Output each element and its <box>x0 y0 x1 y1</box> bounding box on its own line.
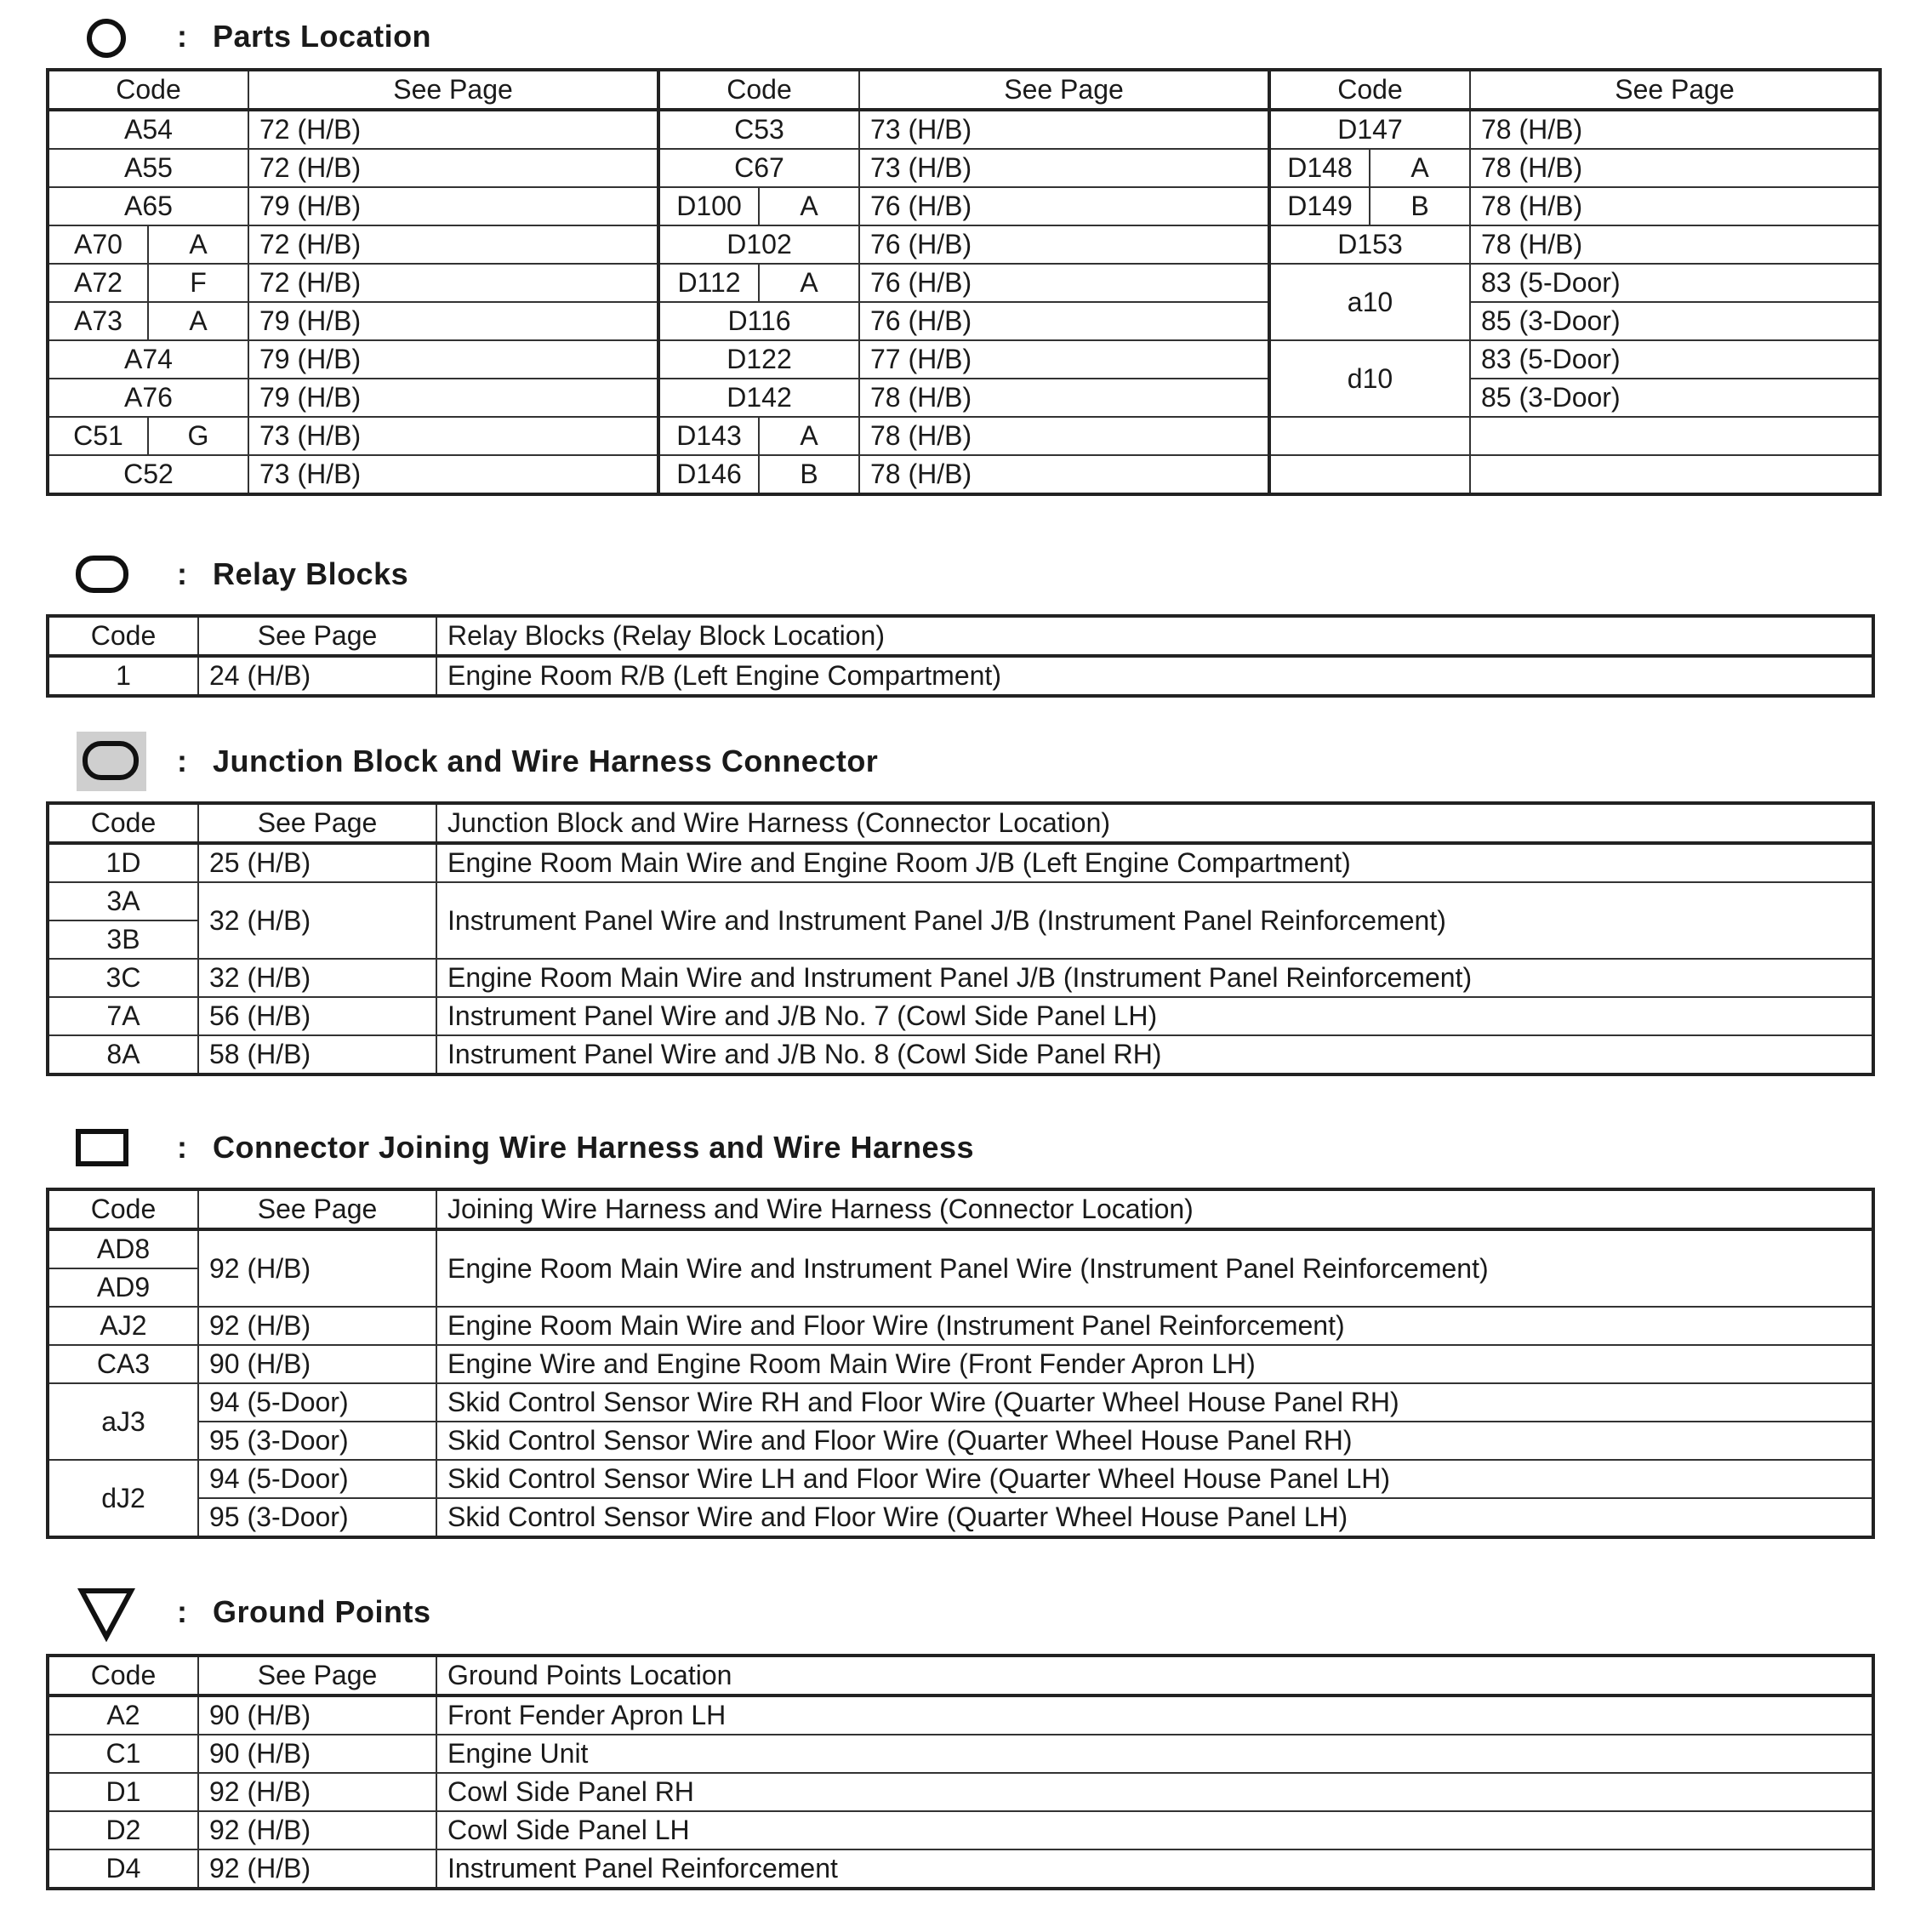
parts-location-heading: : Parts Location <box>0 7 1909 66</box>
relay-blocks-heading: : Relay Blocks <box>0 544 1909 604</box>
table-row: 95 (3-Door) Skid Control Sensor Wire and Floor Wire (Quarter Wheel House Panel LH) <box>48 1498 1873 1537</box>
parts-location-table <box>46 68 1882 496</box>
connectors-title: Connector Joining Wire Harness and Wire Harness <box>213 1130 975 1165</box>
table-row: 8A 58 (H/B) Instrument Panel Wire and J/B No. 8 (Cowl Side Panel RH) <box>48 1035 1873 1074</box>
relay-blocks-table <box>46 614 1875 698</box>
table-row: 3A 32 (H/B) Instrument Panel Wire and Instrument Panel J/B (Instrument Panel Reinforcement) <box>48 882 1873 920</box>
table-row: aJ3 94 (5-Door) Skid Control Sensor Wire RH and Floor Wire (Quarter Wheel House Panel RH) <box>48 1383 1873 1422</box>
table-row: dJ2 94 (5-Door) Skid Control Sensor Wire LH and Floor Wire (Quarter Wheel House Panel LH) <box>48 1460 1873 1498</box>
table-row: 3B <box>48 920 1873 959</box>
table-row: A65 79 (H/B) D100 A 76 (H/B) D149 B 78 (H/B) <box>48 187 1880 225</box>
table-row: 1 24 (H/B) Engine Room R/B (Left Engine Compartment) <box>48 656 1873 696</box>
table-row: A76 79 (H/B) D142 78 (H/B) 85 (3-Door) <box>48 379 1880 417</box>
table-row: C52 73 (H/B) D146 B 78 (H/B) <box>48 455 1880 494</box>
parts-location-title: Parts Location <box>213 19 432 54</box>
table-row: A74 79 (H/B) D122 77 (H/B) d10 83 (5-Door) <box>48 340 1880 379</box>
table-row: A54 72 (H/B) C53 73 (H/B) D147 78 (H/B) <box>48 110 1880 149</box>
table-row: A55 72 (H/B) C67 73 (H/B) D148 A 78 (H/B) <box>48 149 1880 187</box>
table-row: A73 A 79 (H/B) D116 76 (H/B) 85 (3-Door) <box>48 302 1880 340</box>
relay-blocks-title: Relay Blocks <box>213 556 409 591</box>
junction-blocks-heading: : Junction Block and Wire Harness Connector <box>0 732 1909 791</box>
shaded-rounded-rect-symbol-icon <box>77 732 146 791</box>
table-row: D1 92 (H/B) Cowl Side Panel RH <box>48 1773 1873 1811</box>
table-header-row: Code See Page Relay Blocks (Relay Block Location) <box>48 616 1873 656</box>
table-row: C51 G 73 (H/B) D143 A 78 (H/B) <box>48 417 1880 455</box>
ground-points-table <box>46 1654 1875 1890</box>
table-header-row: Code See Page Code See Page Code See Page <box>48 70 1880 110</box>
connectors-table <box>46 1188 1875 1539</box>
table-row: A2 90 (H/B) Front Fender Apron LH <box>48 1695 1873 1735</box>
junction-blocks-title: Junction Block and Wire Harness Connector <box>213 744 879 778</box>
junction-blocks-table <box>46 801 1875 1076</box>
ground-points-heading: : Ground Points <box>0 1582 1909 1642</box>
table-row: A70 A 72 (H/B) D102 76 (H/B) D153 78 (H/B) <box>48 225 1880 264</box>
table-header-row: Code See Page Ground Points Location <box>48 1656 1873 1695</box>
table-row: AD8 92 (H/B) Engine Room Main Wire and Instrument Panel Wire (Instrument Panel Reinforcement) <box>48 1229 1873 1268</box>
table-row: A72 F 72 (H/B) D112 A 76 (H/B) a10 83 (5-Door) <box>48 264 1880 302</box>
table-row: D2 92 (H/B) Cowl Side Panel LH <box>48 1811 1873 1849</box>
table-header-row: Code See Page Junction Block and Wire Harness (Connector Location) <box>48 803 1873 843</box>
rounded-rect-symbol-icon <box>75 555 131 596</box>
table-row: 3C 32 (H/B) Engine Room Main Wire and Instrument Panel J/B (Instrument Panel Reinforcement) <box>48 959 1873 997</box>
triangle-symbol-icon <box>77 1586 136 1642</box>
connectors-heading: : Connector Joining Wire Harness and Wire Harness <box>0 1118 1909 1177</box>
table-header-row: Code See Page Joining Wire Harness and Wire Harness (Connector Location) <box>48 1189 1873 1229</box>
table-row: CA3 90 (H/B) Engine Wire and Engine Room Main Wire (Front Fender Apron LH) <box>48 1345 1873 1383</box>
table-row: C1 90 (H/B) Engine Unit <box>48 1735 1873 1773</box>
table-row: 7A 56 (H/B) Instrument Panel Wire and J/B No. 7 (Cowl Side Panel LH) <box>48 997 1873 1035</box>
rectangle-symbol-icon <box>75 1128 131 1169</box>
ground-points-title: Ground Points <box>213 1594 431 1629</box>
table-row: 95 (3-Door) Skid Control Sensor Wire and Floor Wire (Quarter Wheel House Panel RH) <box>48 1422 1873 1460</box>
circle-symbol-icon <box>85 17 128 60</box>
table-row: AJ2 92 (H/B) Engine Room Main Wire and Floor Wire (Instrument Panel Reinforcement) <box>48 1307 1873 1345</box>
table-row: AD9 <box>48 1268 1873 1307</box>
table-row: D4 92 (H/B) Instrument Panel Reinforcement <box>48 1849 1873 1889</box>
table-row: 1D 25 (H/B) Engine Room Main Wire and Engine Room J/B (Left Engine Compartment) <box>48 843 1873 882</box>
